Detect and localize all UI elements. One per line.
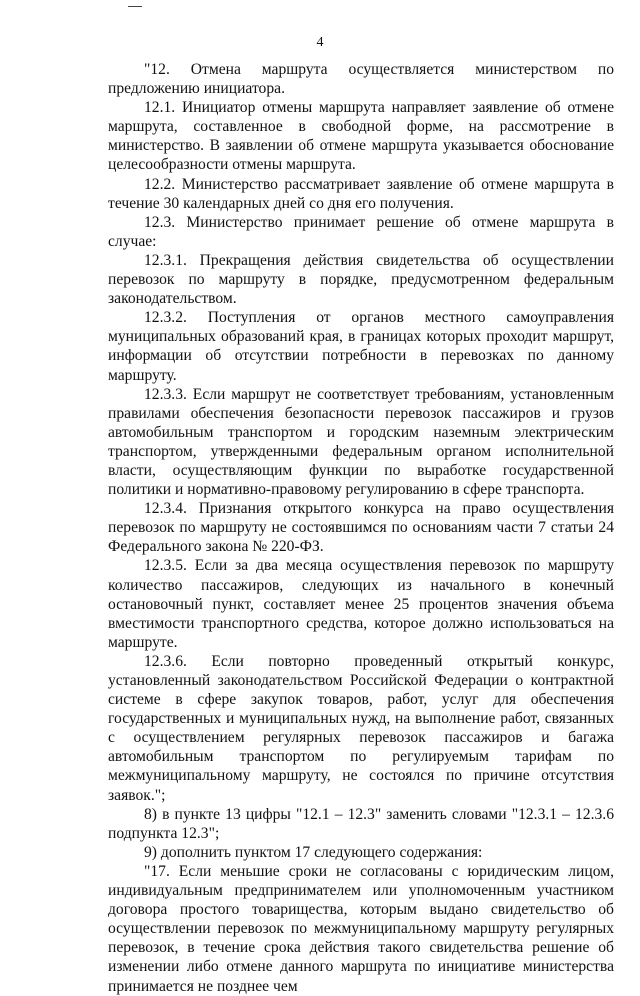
paragraph-12-3-1: 12.3.1. Прекращения действия свидетельства об осуществлении перевозок по маршруту в порядке, предусмотренном федеральным законодательством. (108, 251, 614, 308)
paragraph-12-1: 12.1. Инициатор отмены маршрута направляет заявление об отмене маршрута, составленное в свободной форме, на рассмотрение в министерство. В заявлении об отмене маршрута указывается обоснование целесообразности отмены маршрута. (108, 99, 614, 174)
page-number: 4 (316, 35, 324, 50)
corner-mark (128, 0, 142, 7)
paragraph-12-3-5: 12.3.5. Если за два месяца осуществления перевозок по маршруту количество пассажиров, следующих из начального в конечный остановочный пункт, составляет менее 25 процентов значения объема вместимости транспортного средства, которое должно использоваться на маршруте. (108, 557, 614, 651)
paragraph-12-3-2: 12.3.2. Поступления от органов местного самоуправления муниципальных образований края, в границах которых проходит маршрут, информации об отсутствии потребности в перевозках по данному маршруту. (108, 309, 614, 384)
amendment-item-9: 9) дополнить пунктом 17 следующего содержания: (144, 843, 483, 861)
paragraph-17: "17. Если меньшие сроки не согласованы с юридическим лицом, индивидуальным предпринимателем или уполномоченным участником договора простого товарищества, которым выдано свидетельство об осуществлении перевозок по межмуниципальному маршруту регулярных перевозок, в течение срока действия такого свидетельства решение об изменении либо отмене данного маршрута по инициативе министерства принимается не позднее чем (108, 862, 614, 995)
document-body (108, 60, 614, 996)
paragraph-12-3: 12.3. Министерство принимает решение об отмене маршрута в случае: (108, 213, 614, 250)
paragraph-12-3-4: 12.3.4. Признания открытого конкурса на право осуществления перевозок по маршруту не состоявшимся по основаниям части 7 статьи 24 Федерального закона № 220-ФЗ. (108, 500, 614, 556)
amendment-item-8: 8) в пункте 13 цифры "12.1 – 12.3" заменить словами "12.3.1 – 12.3.6 подпункта 12.3"; (108, 805, 614, 842)
paragraph-12-2: 12.2. Министерство рассматривает заявление об отмене маршрута в течение 30 календарных дней со дня его получения. (108, 175, 614, 212)
paragraph-12-3-3: 12.3.3. Если маршрут не соответствует требованиям, установленным правилами обеспечения безопасности перевозок пассажиров и грузов автомобильным транспортом и городским наземным электрическим транспортом, утвержденными федеральным органом исполнительной власти, осуществляющим функции по выработке государственной политики и нормативно-правовому регулированию в сфере транспорта. (108, 385, 614, 499)
paragraph-12-3-6: 12.3.6. Если повторно проведенный открытый конкурс, установленный законодательством Российской Федерации о контрактной системе в сфере закупок товаров, работ, услуг для обеспечения государственных и муниципальных нужд, на выполнение работ, связанных с осуществлением регулярных перевозок пассажиров и багажа автомобильным транспортом по регулируемым тарифам по межмуниципальному маршруту, не состоялся по причине отсутствия заявок."; (108, 652, 614, 804)
paragraph-12: "12. Отмена маршрута осуществляется министерством по предложению инициатора. (108, 61, 614, 98)
